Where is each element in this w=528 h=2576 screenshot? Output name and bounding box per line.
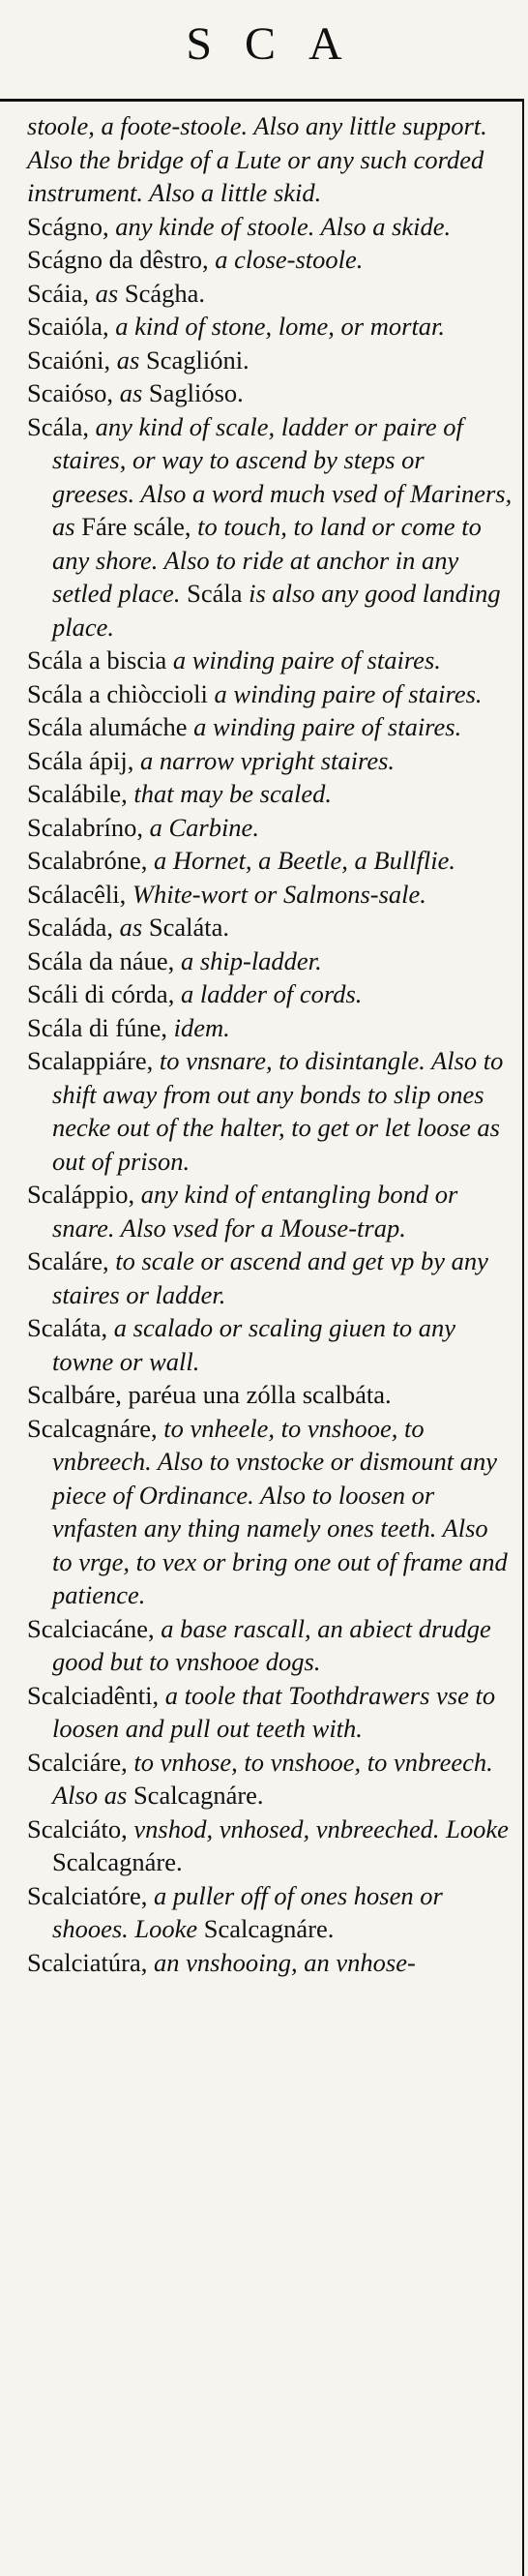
entry-headword: Scála a chiòccioli	[27, 678, 208, 708]
entry-headword: Scála da náue,	[27, 945, 175, 975]
entry-definition: a winding paire of staires.	[166, 645, 441, 674]
entry-headword: Scalabríno,	[27, 812, 143, 842]
dictionary-entry	[27, 1946, 513, 1980]
dictionary-entry	[27, 878, 513, 912]
entry-cross-reference: Scalcagnáre.	[132, 1781, 264, 1810]
entry-headword: Scalappiáre,	[27, 1046, 154, 1075]
entry-cross-reference: Fáre scále,	[81, 512, 191, 541]
column-rule	[522, 99, 524, 2576]
dictionary-entry	[27, 1378, 513, 1412]
entry-definition: a winding paire of staires.	[207, 678, 483, 708]
entry-headword: Scaióso,	[27, 378, 114, 407]
dictionary-entry	[27, 777, 513, 811]
entry-headword: Scála a biscia	[27, 645, 167, 674]
entry-headword: Scaláppio,	[27, 1180, 135, 1209]
entry-headword: Scaláda,	[27, 913, 114, 942]
entry-headword: Scaióla,	[27, 312, 109, 341]
entry-definition: stoole, a foote-stoole. Also any little support. Also the bridge of a Lute or any such corded instrument. Also a little skid.	[27, 111, 487, 207]
entry-headword: Scála,	[27, 411, 90, 441]
dictionary-entry	[27, 109, 513, 210]
dictionary-entry	[27, 277, 513, 311]
entry-headword: Scalciatóre,	[27, 1880, 148, 1910]
entry-definition: any kinde of stoole. Also a skide.	[108, 211, 452, 241]
entry-headword: Scaláre,	[27, 1246, 109, 1275]
entry-headword: Scágno da dêstro,	[27, 245, 209, 274]
dictionary-entry	[27, 410, 513, 644]
dictionary-entry	[27, 911, 513, 944]
dictionary-entry	[27, 1412, 513, 1612]
dictionary-entry	[27, 744, 513, 778]
entry-definition: a Carbine.	[142, 812, 259, 842]
entry-headword: Scálacêli,	[27, 879, 127, 909]
entry-headword: Scála ápij,	[27, 745, 134, 775]
dictionary-entry	[27, 677, 513, 711]
entry-cross-reference: Scalcagnáre.	[52, 1847, 183, 1876]
dictionary-entry	[27, 710, 513, 744]
entry-definition: as	[113, 378, 149, 407]
dictionary-entry	[27, 310, 513, 344]
entry-definition: as	[110, 344, 146, 374]
entry-definition: a kind of stone, lome, or mortar.	[108, 312, 446, 341]
entry-headword: Scalcagnáre,	[27, 1413, 158, 1443]
dictionary-entry	[27, 1812, 513, 1879]
entry-headword: Scála alumáche	[27, 712, 188, 741]
dictionary-entry	[27, 644, 513, 677]
entry-cross-reference: Scaglióni.	[145, 344, 249, 374]
entry-definition: that may be scaled.	[127, 779, 332, 808]
dictionary-entry	[27, 1178, 513, 1244]
dictionary-entry	[27, 376, 513, 410]
entry-definition: a narrow vpright staires.	[133, 745, 396, 775]
entry-definition: to vnhose, to vnshooe, to vnbreech. Also as	[52, 1747, 493, 1810]
entry-headword: Scáia,	[27, 278, 90, 308]
dictionary-entry	[27, 1879, 513, 1946]
entry-cross-reference: Scaláta.	[148, 913, 229, 942]
entry-headword: Scalciacáne,	[27, 1613, 155, 1643]
entry-definition: to vnsnare, to disintangle. Also to shift away from out any bonds to slip ones necke out of the halter, to get or let loose as out of prison.	[52, 1046, 504, 1176]
page-header	[0, 0, 528, 95]
entry-definition: idem.	[166, 1012, 230, 1042]
entry-definition: vnshod, vnhosed, vnbreeched. Looke	[127, 1813, 509, 1843]
header-rule	[0, 99, 522, 102]
entry-definition: to touch, to land or come to any shore. Also to ride at anchor in any setled place.	[52, 512, 482, 608]
entry-definition: any kind of scale, ladder or paire of staires, or way to ascend by steps or greeses. Also a word much vsed of Mariners, as	[52, 411, 513, 541]
dictionary-entry	[27, 1612, 513, 1679]
entry-cross-reference: Scalcagnáre.	[203, 1914, 335, 1943]
entry-definition: a ship-ladder.	[174, 945, 322, 975]
entry-cross-reference: Scála	[187, 579, 243, 608]
entry-headword: Scaláta,	[27, 1313, 108, 1342]
entry-headword: Scágno,	[27, 211, 109, 241]
entry-headword: Scála di fúne,	[27, 1012, 167, 1042]
entry-definition: a winding paire of staires.	[187, 712, 462, 741]
entry-definition: a scalado or scaling giuen to any towne or wall.	[52, 1313, 456, 1376]
entry-headword: Scalábile,	[27, 779, 128, 808]
entry-definition: White-wort or Salmons-sale.	[126, 879, 426, 909]
entry-definition: an vnshooing, an vnhose-	[147, 1947, 416, 1977]
dictionary-entry	[27, 1244, 513, 1311]
entry-headword: Scalciatúra,	[27, 1947, 148, 1977]
dictionary-entry	[27, 243, 513, 277]
entry-headword: Scalciáto,	[27, 1813, 128, 1843]
entry-cross-reference: Scágha.	[124, 278, 205, 308]
entry-definition: a ladder of cords.	[174, 979, 363, 1008]
entry-list	[27, 109, 513, 1979]
entry-definition: any kind of entangling bond or snare. Also vsed for a Mouse-trap.	[52, 1180, 458, 1243]
dictionary-entry	[27, 210, 513, 244]
entry-headword: Scalciáre,	[27, 1747, 128, 1777]
entry-definition: a base rascall, an abiect drudge good but to vnshooe dogs.	[52, 1613, 491, 1676]
entry-headword: Scalabróne,	[27, 846, 148, 875]
dictionary-entry	[27, 977, 513, 1011]
dictionary-entry	[27, 1044, 513, 1178]
entry-definition: as	[113, 913, 149, 942]
dictionary-entry	[27, 811, 513, 845]
entry-headword: Scalbáre, paréua una zólla scalbáta.	[27, 1380, 392, 1409]
entry-headword: Scaióni,	[27, 344, 111, 374]
dictionary-entry	[27, 1011, 513, 1045]
entry-headword: Scáli di córda,	[27, 979, 175, 1008]
entry-definition: to vnheele, to vnshooe, to vnbreech. Also to vnstocke or dismount any piece of Ordinance. Also to loosen or vnfasten any thing namely ones teeth. Also to vrge, to vex or bring one out of frame and patience.	[52, 1413, 508, 1609]
entry-definition: to scale or ascend and get vp by any staires or ladder.	[52, 1246, 488, 1309]
entry-definition: as	[89, 278, 125, 308]
dictionary-entry	[27, 344, 513, 377]
dictionary-entry	[27, 844, 513, 878]
entry-definition: a close-stoole.	[208, 245, 364, 274]
entry-definition: a puller off of ones hosen or shooes. Looke	[52, 1880, 443, 1943]
dictionary-entry	[27, 1311, 513, 1378]
dictionary-entry	[27, 1746, 513, 1812]
entry-headword: Scalciadênti,	[27, 1680, 160, 1710]
entry-cross-reference: Saglióso.	[148, 378, 244, 407]
running-head: SCA	[186, 18, 375, 70]
dictionary-entry	[27, 1679, 513, 1746]
entry-definition: a Hornet, a Beetle, a Bullflie.	[147, 846, 456, 875]
entry-definition: is also any good landing place.	[52, 579, 501, 642]
dictionary-entry	[27, 944, 513, 978]
entry-definition: a toole that Toothdrawers vse to loosen and pull out teeth with.	[52, 1680, 496, 1743]
